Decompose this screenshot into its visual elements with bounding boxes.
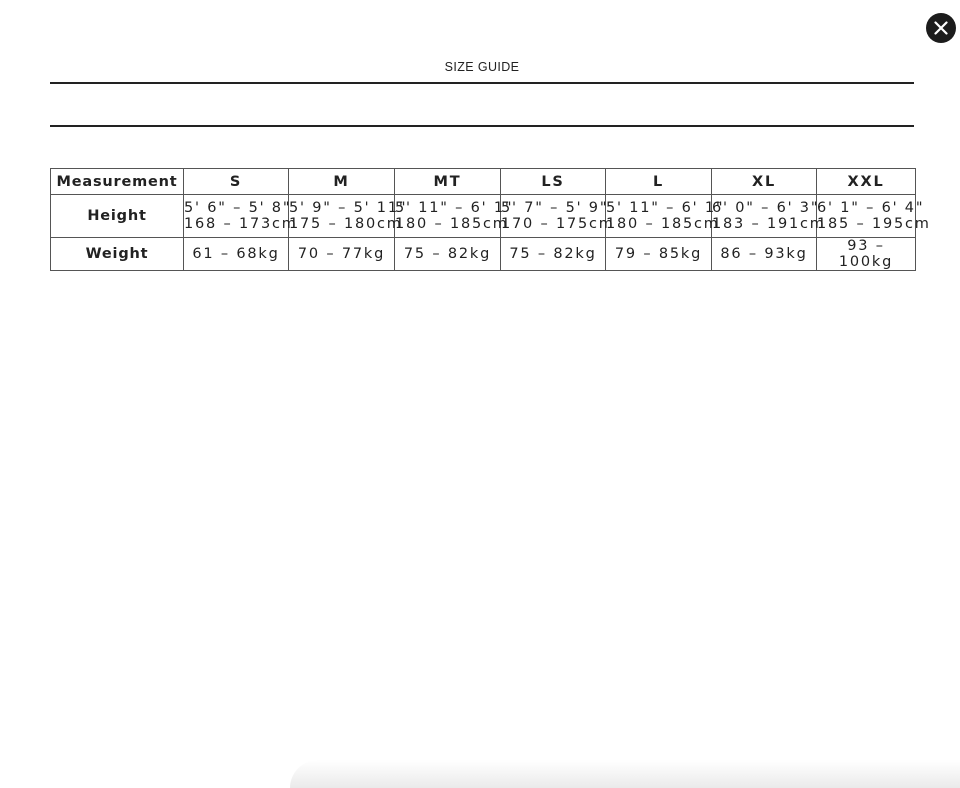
modal-title: SIZE GUIDE bbox=[444, 60, 520, 74]
weight-cell-s: 61 – 68kg bbox=[184, 238, 289, 271]
header-measurement: Measurement bbox=[51, 169, 184, 195]
close-icon bbox=[934, 21, 948, 35]
close-button[interactable] bbox=[926, 13, 956, 43]
row-label-weight: Weight bbox=[51, 238, 184, 271]
height-imperial: 6' 0" – 6' 3" bbox=[712, 200, 820, 216]
header-size-s: S bbox=[184, 169, 289, 195]
bottom-shadow bbox=[290, 760, 960, 788]
height-metric: 185 – 195cm bbox=[817, 216, 931, 232]
height-imperial: 5' 9" – 5' 11" bbox=[289, 200, 408, 216]
height-cell-s bbox=[184, 195, 298, 238]
weight-cell-l: 79 – 85kg bbox=[606, 238, 712, 271]
size-table bbox=[50, 168, 931, 271]
header-size-l: L bbox=[606, 169, 712, 195]
row-label-height: Height bbox=[51, 195, 184, 238]
height-metric: 180 – 185cm bbox=[606, 216, 720, 232]
height-cell-mt bbox=[395, 195, 514, 238]
height-imperial: 5' 11" – 6' 1" bbox=[395, 200, 514, 216]
weight-cell-m: 70 – 77kg bbox=[289, 238, 395, 271]
table-row-weight bbox=[51, 238, 916, 271]
height-cell-xl bbox=[712, 195, 826, 238]
header-size-m: M bbox=[289, 169, 395, 195]
header-size-mt: MT bbox=[395, 169, 501, 195]
header-size-ls: LS bbox=[501, 169, 606, 195]
weight-cell-mt: 75 – 82kg bbox=[395, 238, 501, 271]
table-row-height bbox=[51, 195, 916, 238]
title-divider-bottom bbox=[50, 125, 914, 127]
height-metric: 170 – 175cm bbox=[501, 216, 615, 232]
height-imperial: 5' 11" – 6' 1" bbox=[606, 200, 725, 216]
height-imperial: 6' 1" – 6' 4" bbox=[817, 200, 925, 216]
height-metric: 175 – 180cm bbox=[289, 216, 403, 232]
height-metric: 183 – 191cm bbox=[712, 216, 826, 232]
height-imperial: 5' 7" – 5' 9" bbox=[501, 200, 609, 216]
table-header-row bbox=[51, 169, 916, 195]
title-divider-top bbox=[50, 82, 914, 84]
weight-cell-xxl: 93 – 100kg bbox=[817, 238, 916, 271]
header-size-xxl: XXL bbox=[817, 169, 916, 195]
height-cell-ls bbox=[501, 195, 615, 238]
height-imperial: 5' 6" – 5' 8" bbox=[184, 200, 292, 216]
height-cell-m bbox=[289, 195, 408, 238]
height-cell-xxl bbox=[817, 195, 931, 238]
height-cell-l bbox=[606, 195, 725, 238]
weight-cell-ls: 75 – 82kg bbox=[501, 238, 606, 271]
height-metric: 168 – 173cm bbox=[184, 216, 298, 232]
weight-cell-xl: 86 – 93kg bbox=[712, 238, 817, 271]
height-metric: 180 – 185cm bbox=[395, 216, 509, 232]
header-size-xl: XL bbox=[712, 169, 817, 195]
